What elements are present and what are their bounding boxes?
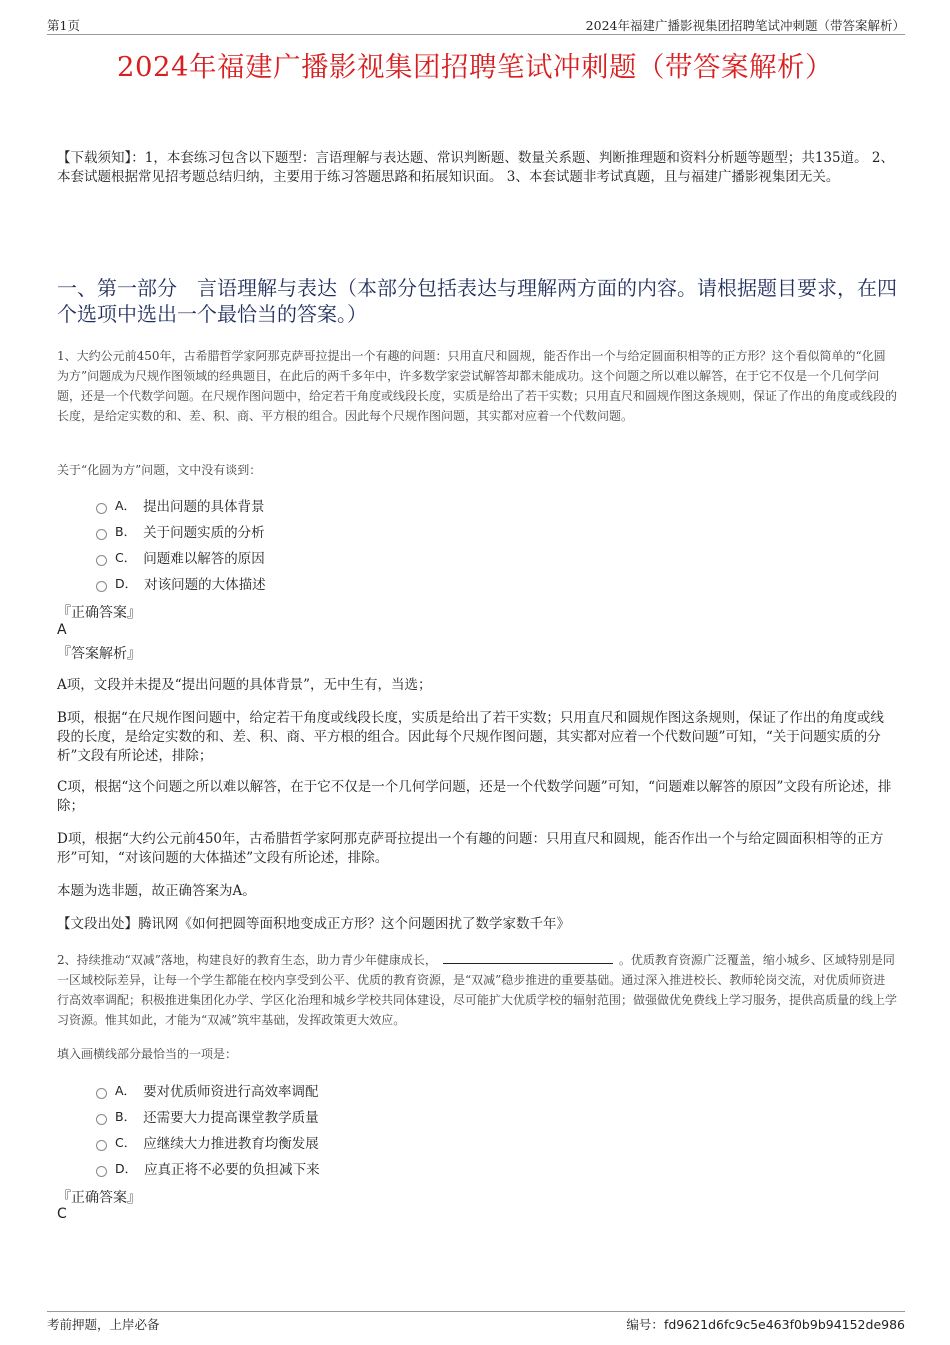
q2-passage: 2、持续推动“双减”落地，构建良好的教育生态，助力青少年健康成长， 。优质教育资源广泛覆盖，缩小城乡、区域特别是同一区域校际差异，让每一个学生都能在校内享受到公平、优质的教育资源，是“双减”稳步推进的重要基础。通过深入推进校长、教师轮岗交流，对优质师资进行高效率调配；积极推进集团化办学、学区化治理和城乡学校共同体建设，尽可能扩大优质学校的辐射范围；做强做优免费线上学习服务，提供高质量的线上学习资源。惟其如此，才能为“双减”筑牢基础，发挥政策更大效应。 bbox=[57, 953, 898, 1027]
radio-button-icon[interactable] bbox=[96, 1140, 107, 1151]
q1-answer-label: 『正确答案』 bbox=[57, 605, 141, 621]
q1-analysis-c: C项，根据“这个问题之所以难以解答，在于它不仅是一个几何学问题，还是一个代数学问题”可知，“问题难以解答的原因”文段有所论述，排除； bbox=[57, 779, 892, 814]
q1-analysis-b: B项，根据“在尺规作图问题中，给定若干角度或线段长度，实质是给出了若干实数；只用直尺和圆规作图这条规则，保证了作出的角度或线段的长度，是给定实数的和、差、积、商、平方根的组合。因此每个尺规作图问题，其实都对应着一个代数问题”可知，“关于问题实质的分析”文段有所论述，排除； bbox=[57, 710, 884, 764]
radio-button-icon[interactable] bbox=[96, 1166, 107, 1177]
document-title: 2024年福建广播影视集团招聘笔试冲刺题（带答案解析） bbox=[117, 51, 833, 83]
page-header bbox=[47, 14, 905, 35]
q1-analysis-label: 『答案解析』 bbox=[57, 646, 141, 662]
q1-stem: 关于“化圆为方”问题，文中没有谈到： bbox=[57, 463, 262, 477]
page-footer bbox=[47, 1311, 905, 1332]
q1-option-d[interactable]: D． 对该问题的大体描述 bbox=[96, 570, 266, 596]
q2-option-d[interactable]: D． 应真正将不必要的负担减下来 bbox=[96, 1155, 320, 1181]
q1-answer: A bbox=[57, 622, 67, 638]
q1-analysis-d: D项，根据“大约公元前450年，古希腊哲学家阿那克萨哥拉提出一个有趣的问题：只用直尺和圆规，能否作出一个与给定圆面积相等的正方形”可知，“对该问题的大体描述”文段有所论述，排除。 bbox=[57, 831, 884, 866]
radio-button-icon[interactable] bbox=[96, 529, 107, 540]
q1-passage: 1、大约公元前450年，古希腊哲学家阿那克萨哥拉提出一个有趣的问题：只用直尺和圆规，能否作出一个与给定圆面积相等的正方形？这个看似简单的“化圆为方”问题成为尺规作图领域的经典题目，在此后的两千多年中，许多数学家尝试解答却都未能成功。这个问题之所以难以解答，在于它不仅是一个几何学问题，还是一个代数学问题。在尺规作图问题中，给定若干角度或线段长度，实质是给出了若干实数；只用直尺和圆规作图这条规则，保证了作出的角度或线段的长度，是给定实数的和、差、积、商、平方根的组合。因此每个尺规作图问题，其实都对应着一个代数问题。 bbox=[57, 349, 898, 423]
footer-slogan: 考前押题，上岸必备 bbox=[47, 1317, 160, 1332]
footer-code: 编号：fd9621d6fc9c5e463f0b9b94152de986 bbox=[626, 1317, 905, 1332]
radio-button-icon[interactable] bbox=[96, 1114, 107, 1125]
q2-options bbox=[96, 1077, 320, 1181]
q2-answer-label: 『正确答案』 bbox=[57, 1190, 141, 1206]
q1-option-c[interactable]: C． 问题难以解答的原因 bbox=[96, 544, 266, 570]
q1-conclusion: 本题为选非题，故正确答案为A。 bbox=[57, 883, 256, 899]
q1-option-a[interactable]: A． 提出问题的具体背景 bbox=[96, 492, 266, 518]
radio-button-icon[interactable] bbox=[96, 1088, 107, 1099]
q1-option-b[interactable]: B． 关于问题实质的分析 bbox=[96, 518, 266, 544]
radio-button-icon[interactable] bbox=[96, 555, 107, 566]
q2-answer: C bbox=[57, 1206, 67, 1222]
radio-button-icon[interactable] bbox=[96, 581, 107, 592]
q2-option-a[interactable]: A． 要对优质师资进行高效率调配 bbox=[96, 1077, 320, 1103]
q1-analysis-a: A项，文段并未提及“提出问题的具体背景”，无中生有，当选； bbox=[57, 677, 432, 693]
header-doc-title: 2024年福建广播影视集团招聘笔试冲刺题（带答案解析） bbox=[585, 18, 905, 33]
fill-in-blank bbox=[443, 951, 613, 964]
page-number: 第1页 bbox=[47, 18, 80, 33]
q1-options bbox=[96, 492, 266, 596]
q2-option-b[interactable]: B． 还需要大力提高课堂教学质量 bbox=[96, 1103, 320, 1129]
q2-option-c[interactable]: C． 应继续大力推进教育均衡发展 bbox=[96, 1129, 320, 1155]
q2-stem: 填入画横线部分最恰当的一项是： bbox=[57, 1047, 238, 1061]
download-notice: 【下载须知】：1，本套练习包含以下题型：言语理解与表达题、常识判断题、数量关系题、判断推理题和资料分析题等题型；共135道。 2、本套试题根据常见招考题总结归纳，主要用于练习答题思路和拓展知识面。 3、本套试题非考试真题，且与福建广播影视集团无关。 bbox=[57, 150, 894, 185]
section-heading: 一、第一部分 言语理解与表达（本部分包括表达与理解两方面的内容。请根据题目要求，在四个选项中选出一个最恰当的答案。） bbox=[57, 276, 897, 326]
radio-button-icon[interactable] bbox=[96, 503, 107, 514]
q1-source: 【文段出处】腾讯网《如何把圆等面积地变成正方形？这个问题困扰了数学家数千年》 bbox=[57, 916, 570, 932]
